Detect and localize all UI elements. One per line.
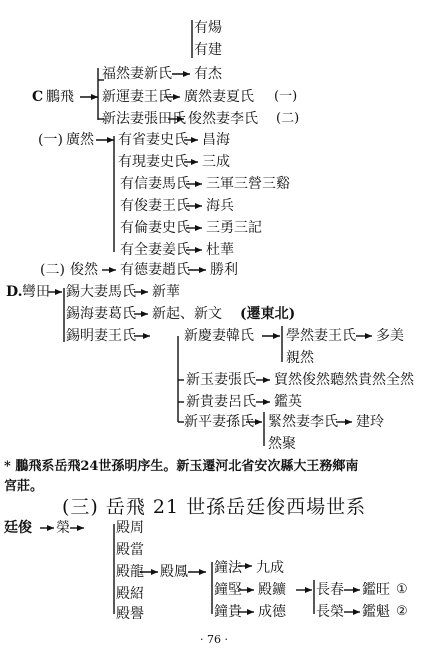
name-a2: 錫海妻葛氏 [66,306,136,322]
row-2-child: 三成 [202,154,230,170]
name-junran: 俊然妻李氏 [188,111,258,127]
page-number: · 76 · [200,633,228,646]
row-3-child: 三軍三營三谿 [206,176,290,192]
name-d1-child: 建玲 [356,414,384,430]
row-1-name: 有省妻史氏 [118,132,188,148]
name-youyang: 有煬 [194,20,222,36]
marker-one: ① [396,582,408,597]
section-two-spouse: 有德妻趙氏 [120,262,190,278]
footnote-line-1: * 鵬飛系岳飛24世孫明序生。新玉遷河北省安次縣大王務鄉南 [4,459,359,474]
child-1: 殿周 [116,520,144,536]
name-guangran: 廣然妻夏氏 [184,89,254,105]
name-b4: 新平妻孫氏 [184,414,254,430]
name-b3: 新貴妻呂氏 [186,394,256,410]
great-grandchild-1: 長春 [316,582,344,598]
grandchild-1-child: 九成 [256,560,284,576]
row-4-name: 有俊妻王氏 [120,198,190,214]
child-2: 殿當 [116,542,144,558]
great-grandchild-2-child: 鑑魁 [362,604,390,620]
section-two-child: 勝利 [210,262,238,278]
grandchild-2: 鐘堅 [214,582,242,598]
name-a1-child: 新華 [152,284,180,300]
row-4-child: 海兵 [206,198,234,214]
tag-one: (一) [274,89,298,104]
grandchild-3-child: 成德 [258,604,286,620]
marker-two: ② [396,604,408,619]
name-c2: 親然 [286,350,314,366]
name-d1: 緊然妻李氏 [268,414,338,430]
label-c: C [32,89,44,105]
section-two-name: 俊然 [70,262,98,278]
child-5: 殿譽 [116,606,144,622]
name-tian: 彎田 [22,284,50,300]
name-b2: 新玉妻張氏 [186,372,256,388]
name-dianfeng: 殿鳳 [160,564,188,580]
name-c1-child: 多美 [376,328,404,344]
label-d: D. [6,284,23,300]
great-grandchild-2: 長榮 [316,604,344,620]
name-fuhuan: 福然妻新氏 [102,66,172,82]
row-6-child: 杜華 [206,242,234,258]
name-root-tingjun: 廷俊 [4,520,32,536]
name-b3-child: 鑑英 [274,394,302,410]
name-rong: 榮 [56,520,70,536]
name-b2-children: 貿然俊然聽然貴然全然 [274,372,414,388]
child-3: 殿龍 [116,564,144,580]
row-2-name: 有現妻史氏 [118,154,188,170]
note-moved-northeast: (遷東北) [240,306,296,322]
name-xinfa: 新法妻張田氏 [102,111,186,127]
name-b1: 新慶妻韓氏 [184,328,254,344]
name-youjian: 有建 [194,42,222,58]
row-1-child: 昌海 [202,132,230,148]
grandchild-3: 鐘貴 [214,604,242,620]
footnote-line-2: 宮莊。 [4,479,44,494]
section-one-label: (一) [38,132,63,148]
row-6-name: 有全妻姜氏 [120,242,190,258]
grandchild-1: 鐘法 [214,560,242,576]
name-ying: 鵬飛 [46,89,74,105]
row-5-name: 有倫妻史氏 [120,220,190,236]
name-d2: 然聚 [268,436,296,452]
section-one-name: 廣然 [66,132,94,148]
grandchild-2-child: 殿鑛 [258,582,286,598]
section-three-title: (三) 岳飛 21 世孫岳廷俊西場世系 [62,496,367,518]
child-4: 殿紹 [116,586,144,602]
great-grandchild-1-child: 鑑旺 [362,582,390,598]
name-a1: 錫大妻馬氏 [66,284,136,300]
section-two-label: (二) [40,262,65,278]
row-3-name: 有信妻馬氏 [120,176,190,192]
tag-two: (二) [276,111,300,126]
name-c1: 學然妻王氏 [286,328,356,344]
name-youjie: 有杰 [194,66,222,82]
row-5-child: 三勇三記 [206,220,262,236]
name-xinyun: 新運妻王氏 [102,89,172,105]
name-a2-child: 新起、新文 [152,306,222,322]
name-a3: 錫明妻王氏 [66,328,136,344]
